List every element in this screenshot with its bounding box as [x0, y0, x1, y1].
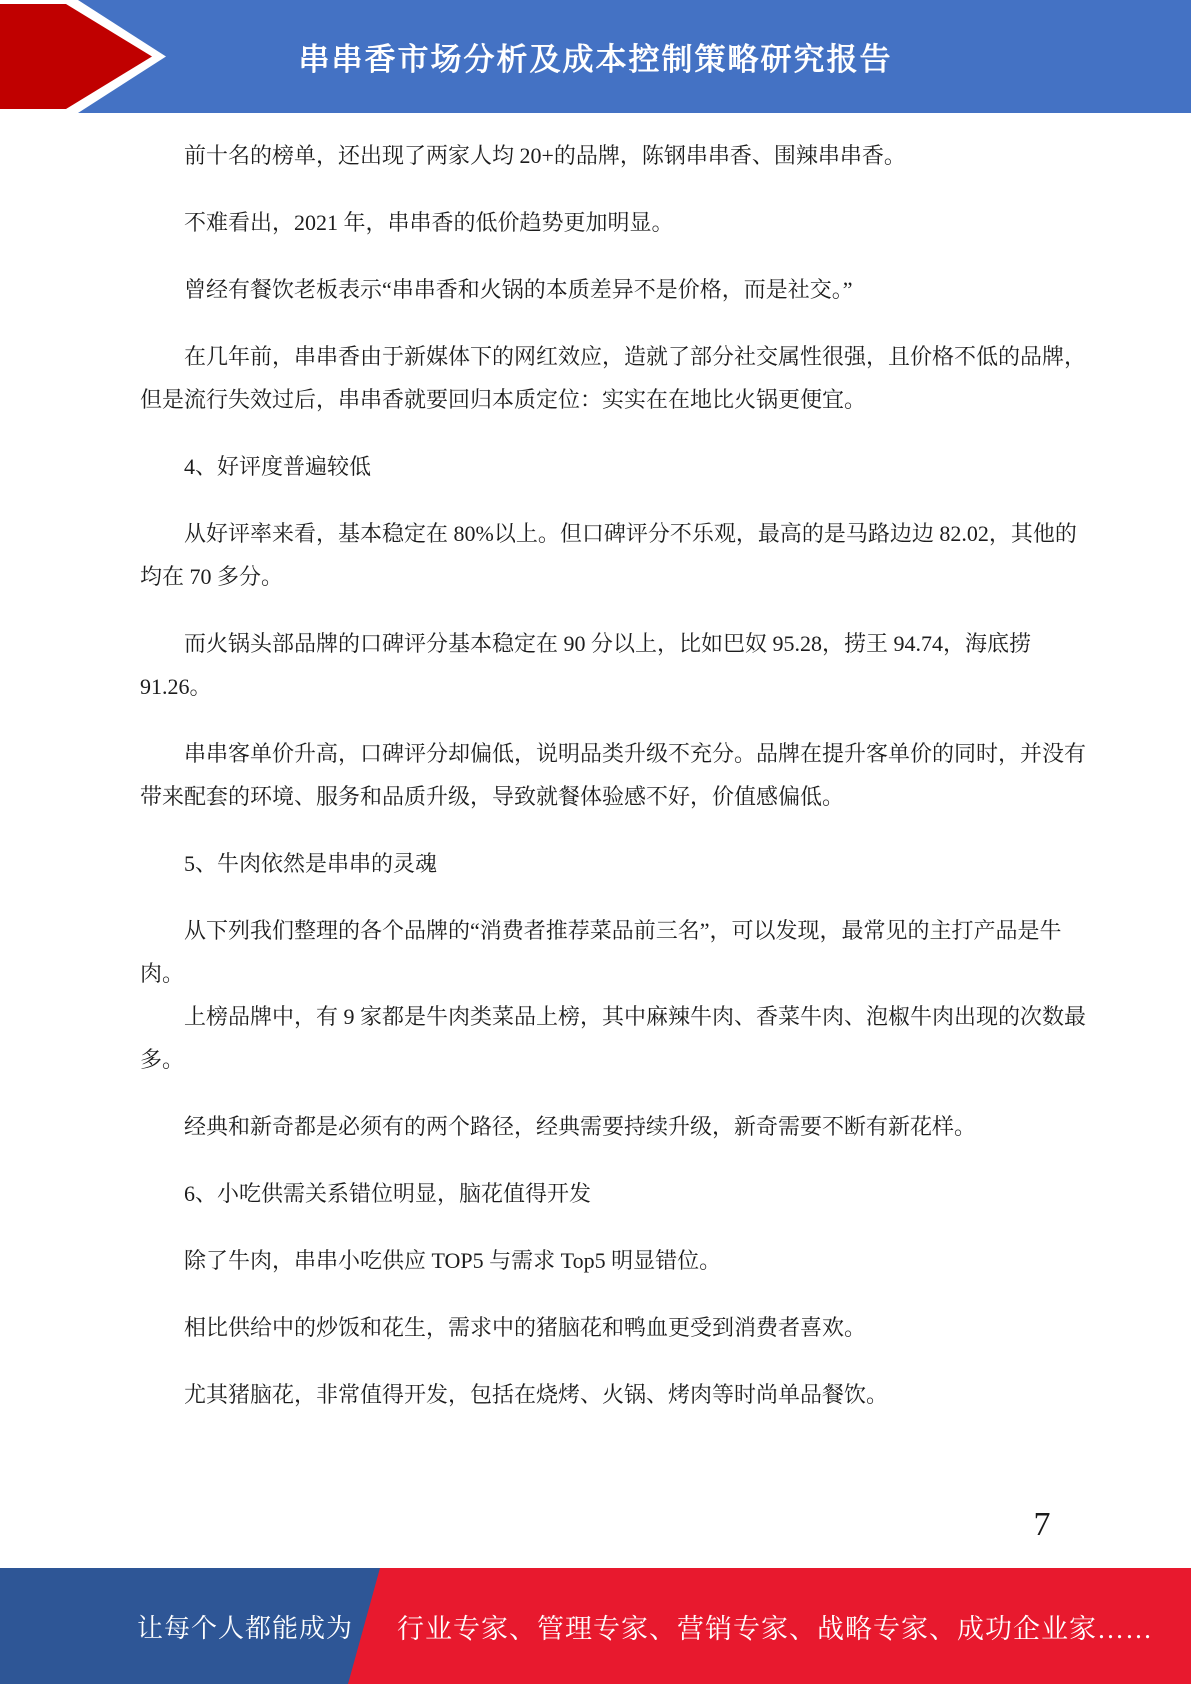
- text-line: 不难看出，2021 年，串串香的低价趋势更加明显。: [184, 210, 674, 235]
- text-line: 尤其猪脑花，非常值得开发，包括在烧烤、火锅、烤肉等时尚单品餐饮。: [184, 1382, 889, 1407]
- text-line: 在几年前，串串香由于新媒体下的网红效应，造就了部分社交属性很强，且价格不低的品牌，: [184, 344, 1087, 369]
- text-line: 上榜品牌中，有 9 家都是牛肉类菜品上榜，其中麻辣牛肉、香菜牛肉、泡椒牛肉出现的次数最: [184, 1004, 1087, 1029]
- paragraph: [140, 512, 1077, 598]
- paragraph: [140, 268, 1065, 311]
- page-title: 串串香市场分析及成本控制策略研究报告: [298, 42, 893, 77]
- paragraph: [140, 909, 1065, 995]
- paragraph: [140, 732, 1087, 818]
- text-line: 4、好评度普遍较低: [184, 454, 372, 479]
- text-line: 肉。: [140, 961, 185, 986]
- paragraph: [140, 995, 1087, 1081]
- paragraph: [140, 1172, 1065, 1215]
- text-line: 但是流行失效过后，串串香就要回归本质定位：实实在在地比火锅更便宜。: [140, 387, 867, 412]
- text-line: 91.26。: [140, 674, 212, 699]
- footer-slogan-right: 行业专家、管理专家、营销专家、战略专家、成功企业家……: [397, 1613, 1153, 1644]
- paragraph: [140, 335, 1087, 421]
- text-line: 相比供给中的炒饭和花生，需求中的猪脑花和鸭血更受到消费者喜欢。: [184, 1315, 867, 1340]
- footer-banner: [0, 1568, 1191, 1684]
- paragraph: [140, 622, 1065, 708]
- paragraph: [140, 1105, 1065, 1148]
- page-number: 7: [1033, 1506, 1051, 1543]
- paragraph: [140, 201, 1065, 244]
- text-line: 除了牛肉，串串小吃供应 TOP5 与需求 Top5 明显错位。: [184, 1248, 722, 1273]
- text-line: 经典和新奇都是必须有的两个路径，经典需要持续升级，新奇需要不断有新花样。: [184, 1114, 977, 1139]
- text-line: 从下列我们整理的各个品牌的“消费者推荐菜品前三名”，可以发现，最常见的主打产品是牛: [184, 918, 1062, 943]
- text-line: 5、牛肉依然是串串的灵魂: [184, 851, 438, 876]
- text-line: 多。: [140, 1047, 185, 1072]
- text-line: 带来配套的环境、服务和品质升级，导致就餐体验感不好，价值感偏低。: [140, 784, 845, 809]
- footer-slogan-left: 让每个人都能成为: [137, 1613, 354, 1643]
- paragraph: [140, 445, 1065, 488]
- text-line: 前十名的榜单，还出现了两家人均 20+的品牌，陈钢串串香、围辣串串香。: [184, 143, 906, 168]
- header-banner: [0, 0, 1191, 113]
- text-line: 而火锅头部品牌的口碑评分基本稳定在 90 分以上，比如巴奴 95.28，捞王 94.74，海底捞: [184, 631, 1032, 656]
- paragraph: [140, 1306, 1065, 1349]
- paragraph: [140, 1239, 1065, 1282]
- text-line: 从好评率来看，基本稳定在 80%以上。但口碑评分不乐观，最高的是马路边边 82.02，其他的: [184, 521, 1077, 546]
- text-line: 均在 70 多分。: [140, 564, 284, 589]
- paragraph: [140, 134, 1065, 177]
- paragraph: [140, 1373, 1065, 1416]
- paragraph: [140, 842, 1065, 885]
- text-line: 6、小吃供需关系错位明显，脑花值得开发: [184, 1181, 592, 1206]
- text-line: 串串客单价升高，口碑评分却偏低，说明品类升级不充分。品牌在提升客单价的同时，并没有: [184, 741, 1087, 766]
- text-line: 曾经有餐饮老板表示“串串香和火锅的本质差异不是价格，而是社交。”: [184, 277, 853, 302]
- body-content: [140, 134, 1087, 1440]
